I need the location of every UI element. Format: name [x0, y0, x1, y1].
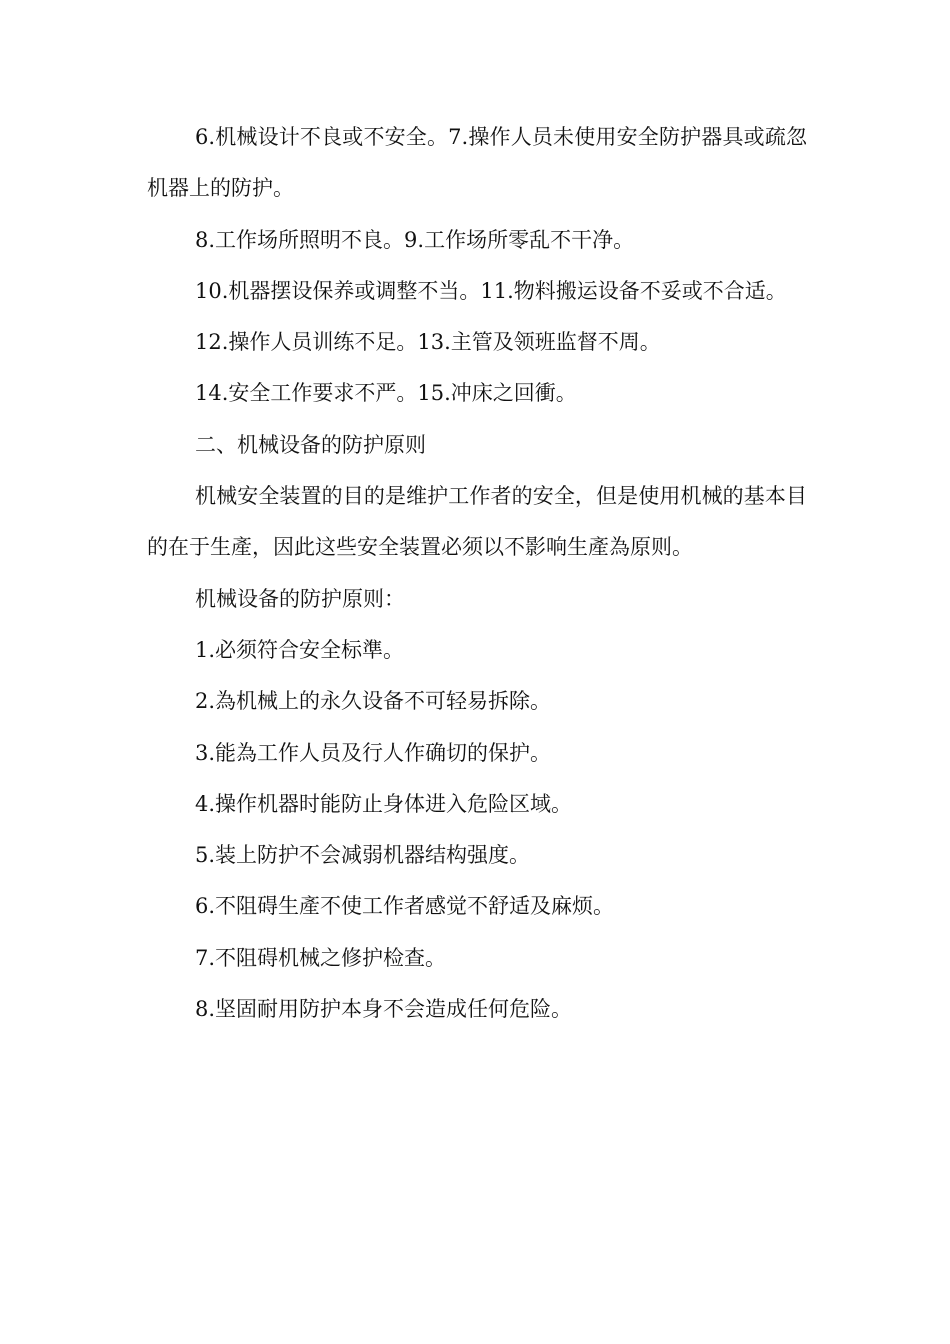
principle-item-4: 4.操作机器时能防止身体进入危险区域。 [195, 791, 573, 816]
paragraph-item-10-11: 10.机器摆设保养或调整不当。11.物料搬运设备不妥或不合适。 [195, 278, 787, 303]
principle-item-6: 6.不阻碍生產不使工作者感觉不舒适及麻烦。 [195, 894, 615, 919]
principle-item-1: 1.必须符合安全标準。 [195, 637, 405, 662]
section-intro-paragraph: 机械安全装置的目的是维护工作者的安全，但是使用机械的基本目的在于生產，因此这些安全装置必须以不影响生產為原则。 [147, 484, 807, 560]
principle-item-3: 3.能為工作人员及行人作确切的保护。 [195, 740, 552, 765]
paragraph-item-6-7: 6.机械设计不良或不安全。7.操作人员未使用安全防护器具或疏忽机器上的防护。 [147, 125, 807, 201]
section-heading: 二、机械设备的防护原则 [195, 432, 426, 457]
principle-item-2: 2.為机械上的永久设备不可轻易拆除。 [195, 689, 552, 714]
paragraph-item-8-9: 8.工作场所照明不良。9.工作场所零乱不干净。 [195, 227, 635, 252]
principles-lead: 机械设备的防护原则： [195, 586, 405, 611]
principle-item-7: 7.不阻碍机械之修护检查。 [195, 945, 447, 970]
paragraph-item-12-13: 12.操作人员训练不足。13.主管及领班监督不周。 [195, 330, 661, 355]
document-body [147, 112, 807, 1035]
principle-item-8: 8.坚固耐用防护本身不会造成任何危险。 [195, 997, 573, 1022]
principle-item-5: 5.装上防护不会减弱机器结构强度。 [195, 843, 531, 868]
paragraph-item-14-15: 14.安全工作要求不严。15.冲床之回衝。 [195, 381, 577, 406]
